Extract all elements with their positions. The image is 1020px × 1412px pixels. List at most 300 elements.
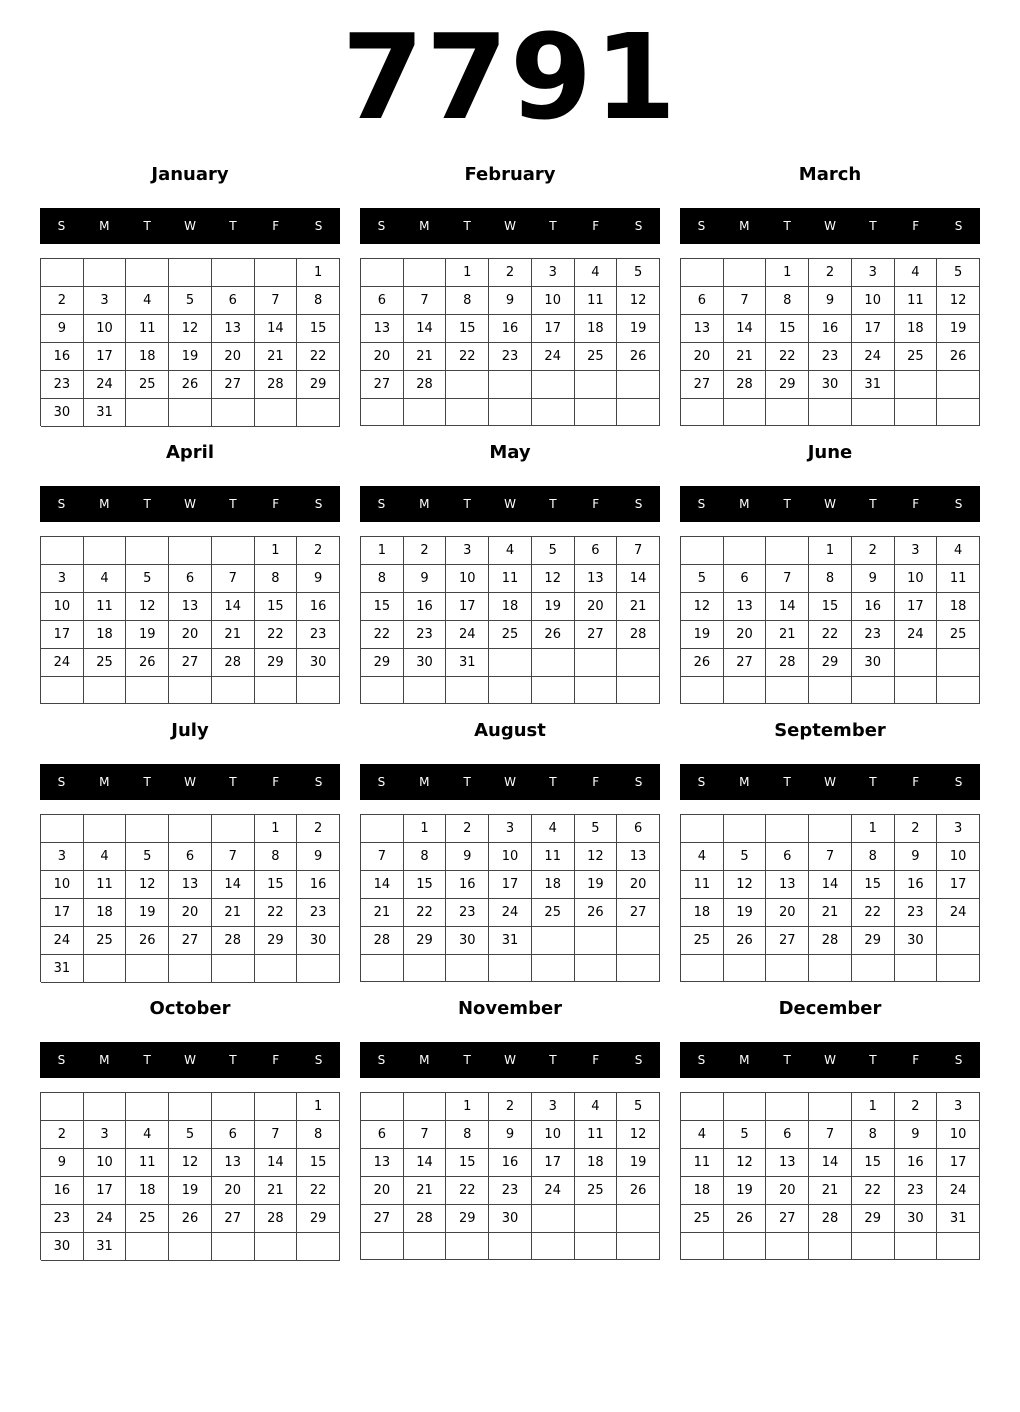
day-cell: 15	[852, 871, 895, 899]
day-cell	[212, 1233, 255, 1261]
day-cell	[361, 815, 404, 843]
day-cell: 22	[852, 899, 895, 927]
day-cell: 2	[895, 815, 938, 843]
day-cell: 2	[489, 1093, 532, 1121]
day-cell	[212, 815, 255, 843]
day-cell: 3	[489, 815, 532, 843]
day-cell: 2	[852, 537, 895, 565]
day-cell: 7	[404, 287, 447, 315]
weekday-label: T	[549, 219, 557, 233]
day-cell: 27	[575, 621, 618, 649]
day-cell	[126, 677, 169, 704]
day-cell	[84, 1093, 127, 1121]
weekday-label: F	[912, 775, 920, 789]
day-grid	[360, 536, 660, 704]
weekday-label: M	[99, 775, 110, 789]
day-cell: 3	[895, 537, 938, 565]
day-cell: 8	[255, 843, 298, 871]
day-cell: 20	[681, 343, 724, 371]
day-cell: 30	[852, 649, 895, 677]
day-cell: 20	[212, 1177, 255, 1205]
weekday-header	[360, 208, 660, 244]
month-name: November	[457, 998, 563, 1019]
day-cell	[617, 399, 660, 426]
day-cell: 27	[212, 371, 255, 399]
day-cell: 22	[255, 621, 298, 649]
day-cell: 10	[41, 871, 84, 899]
month-name: December	[778, 998, 882, 1019]
day-cell: 19	[724, 1177, 767, 1205]
day-cell	[532, 1233, 575, 1260]
day-cell	[41, 677, 84, 704]
day-cell	[724, 1233, 767, 1260]
day-cell: 9	[297, 565, 340, 593]
weekday-label: S	[697, 219, 706, 233]
day-cell	[617, 1205, 660, 1233]
day-cell: 14	[255, 315, 298, 343]
day-cell: 17	[532, 1149, 575, 1177]
day-cell: 23	[41, 371, 84, 399]
day-cell: 30	[404, 649, 447, 677]
day-cell: 3	[41, 565, 84, 593]
day-cell: 4	[681, 843, 724, 871]
weekday-label: S	[954, 497, 963, 511]
weekday-label: F	[912, 1053, 920, 1067]
weekday-label: S	[314, 775, 323, 789]
weekday-label: W	[184, 497, 196, 511]
weekday-label: S	[377, 219, 386, 233]
day-cell: 4	[84, 565, 127, 593]
day-cell	[212, 1093, 255, 1121]
weekday-label: T	[869, 1053, 877, 1067]
weekday-label: F	[272, 497, 280, 511]
day-cell	[126, 815, 169, 843]
day-cell: 23	[297, 621, 340, 649]
weekday-label: T	[229, 775, 237, 789]
day-cell: 4	[575, 1093, 618, 1121]
day-cell	[895, 1233, 938, 1260]
day-cell	[895, 677, 938, 704]
day-cell: 7	[404, 1121, 447, 1149]
day-cell: 5	[724, 843, 767, 871]
day-cell: 13	[169, 593, 212, 621]
weekday-label: W	[184, 1053, 196, 1067]
day-cell: 9	[809, 287, 852, 315]
day-cell	[489, 371, 532, 399]
day-cell: 4	[532, 815, 575, 843]
day-cell: 29	[297, 1205, 340, 1233]
day-cell	[446, 1233, 489, 1260]
day-cell: 21	[212, 899, 255, 927]
day-cell: 13	[724, 593, 767, 621]
weekday-label: S	[634, 497, 643, 511]
weekday-label: S	[57, 1053, 66, 1067]
weekday-label: W	[504, 775, 516, 789]
day-cell: 19	[126, 899, 169, 927]
day-cell	[809, 677, 852, 704]
day-cell: 10	[532, 1121, 575, 1149]
day-cell: 11	[532, 843, 575, 871]
day-cell: 20	[169, 899, 212, 927]
day-cell: 31	[41, 955, 84, 983]
day-cell: 18	[532, 871, 575, 899]
day-cell: 28	[404, 1205, 447, 1233]
day-cell: 29	[404, 927, 447, 955]
weekday-label: S	[954, 1053, 963, 1067]
day-cell: 20	[766, 899, 809, 927]
day-cell	[681, 677, 724, 704]
month-name: February	[464, 164, 556, 185]
day-cell	[766, 815, 809, 843]
day-cell: 7	[809, 1121, 852, 1149]
day-cell	[617, 927, 660, 955]
day-cell	[532, 371, 575, 399]
day-cell: 13	[361, 1149, 404, 1177]
day-cell: 22	[766, 343, 809, 371]
day-cell: 16	[297, 593, 340, 621]
day-cell: 31	[852, 371, 895, 399]
day-cell: 17	[852, 315, 895, 343]
day-cell: 11	[895, 287, 938, 315]
day-cell: 12	[575, 843, 618, 871]
day-cell: 30	[297, 649, 340, 677]
day-cell: 16	[41, 1177, 84, 1205]
day-cell: 5	[724, 1121, 767, 1149]
day-cell: 11	[126, 315, 169, 343]
day-cell	[681, 1093, 724, 1121]
day-cell	[937, 677, 980, 704]
day-cell: 8	[852, 1121, 895, 1149]
day-cell: 3	[446, 537, 489, 565]
weekday-label: T	[869, 219, 877, 233]
day-cell: 9	[489, 287, 532, 315]
weekday-header	[680, 764, 980, 800]
weekday-label: W	[504, 1053, 516, 1067]
weekday-label: M	[99, 219, 110, 233]
day-cell: 24	[937, 899, 980, 927]
day-cell: 29	[361, 649, 404, 677]
day-cell	[84, 815, 127, 843]
day-cell	[169, 815, 212, 843]
day-cell	[617, 649, 660, 677]
day-cell: 1	[446, 259, 489, 287]
day-cell: 3	[937, 815, 980, 843]
day-cell: 29	[446, 1205, 489, 1233]
day-cell: 25	[126, 1205, 169, 1233]
weekday-label: M	[739, 1053, 750, 1067]
weekday-label: M	[99, 497, 110, 511]
day-cell: 3	[937, 1093, 980, 1121]
day-grid	[680, 814, 980, 982]
day-cell: 5	[617, 259, 660, 287]
year-title: 7791	[341, 8, 679, 146]
day-cell: 11	[681, 1149, 724, 1177]
day-cell	[212, 677, 255, 704]
weekday-label: M	[739, 219, 750, 233]
day-cell	[766, 399, 809, 426]
day-cell	[681, 537, 724, 565]
day-cell: 25	[126, 371, 169, 399]
day-cell	[84, 677, 127, 704]
day-cell: 8	[297, 287, 340, 315]
day-cell	[404, 1233, 447, 1260]
weekday-label: F	[592, 1053, 600, 1067]
day-cell: 10	[41, 593, 84, 621]
day-cell	[895, 649, 938, 677]
day-cell	[852, 399, 895, 426]
weekday-label: T	[783, 497, 791, 511]
day-cell: 14	[212, 593, 255, 621]
day-cell: 24	[41, 927, 84, 955]
day-cell: 10	[489, 843, 532, 871]
day-cell: 28	[617, 621, 660, 649]
weekday-label: S	[377, 775, 386, 789]
day-cell: 21	[617, 593, 660, 621]
weekday-label: S	[697, 1053, 706, 1067]
day-cell: 23	[895, 899, 938, 927]
day-cell	[255, 1093, 298, 1121]
day-cell: 26	[532, 621, 575, 649]
day-cell: 19	[575, 871, 618, 899]
weekday-label: T	[229, 1053, 237, 1067]
weekday-label: S	[57, 219, 66, 233]
day-cell: 23	[852, 621, 895, 649]
day-cell: 9	[446, 843, 489, 871]
day-cell: 30	[489, 1205, 532, 1233]
day-cell: 12	[169, 1149, 212, 1177]
day-cell	[617, 955, 660, 982]
day-cell: 9	[41, 315, 84, 343]
day-cell: 10	[84, 1149, 127, 1177]
day-cell	[724, 677, 767, 704]
day-cell	[766, 955, 809, 982]
day-cell: 18	[84, 899, 127, 927]
day-cell: 22	[852, 1177, 895, 1205]
day-cell: 13	[617, 843, 660, 871]
day-cell: 18	[126, 1177, 169, 1205]
day-cell	[681, 1233, 724, 1260]
weekday-label: T	[869, 775, 877, 789]
day-cell	[126, 537, 169, 565]
day-cell: 25	[681, 927, 724, 955]
day-cell: 12	[617, 287, 660, 315]
day-cell	[575, 399, 618, 426]
day-cell: 1	[297, 259, 340, 287]
day-cell: 11	[489, 565, 532, 593]
day-cell: 11	[84, 871, 127, 899]
weekday-label: T	[143, 219, 151, 233]
weekday-label: T	[229, 219, 237, 233]
day-cell	[126, 1233, 169, 1261]
day-cell: 6	[617, 815, 660, 843]
day-cell: 13	[766, 1149, 809, 1177]
day-cell	[809, 815, 852, 843]
day-cell: 28	[724, 371, 767, 399]
day-cell: 12	[724, 871, 767, 899]
day-cell: 1	[852, 815, 895, 843]
day-cell	[212, 399, 255, 427]
day-cell: 25	[937, 621, 980, 649]
day-cell: 21	[809, 899, 852, 927]
day-cell: 24	[84, 371, 127, 399]
day-cell: 19	[126, 621, 169, 649]
day-cell	[575, 927, 618, 955]
weekday-label: S	[634, 1053, 643, 1067]
day-cell: 18	[84, 621, 127, 649]
day-cell: 1	[852, 1093, 895, 1121]
day-cell	[126, 259, 169, 287]
month-name: June	[807, 442, 853, 463]
day-cell	[41, 537, 84, 565]
day-cell	[724, 537, 767, 565]
day-cell: 28	[255, 1205, 298, 1233]
day-cell	[404, 677, 447, 704]
day-cell: 7	[724, 287, 767, 315]
day-cell: 6	[766, 1121, 809, 1149]
weekday-label: S	[377, 1053, 386, 1067]
day-cell: 12	[681, 593, 724, 621]
day-cell: 1	[809, 537, 852, 565]
day-cell	[937, 1233, 980, 1260]
day-cell: 16	[41, 343, 84, 371]
day-cell: 27	[361, 371, 404, 399]
day-cell: 12	[169, 315, 212, 343]
day-cell: 17	[41, 899, 84, 927]
day-cell: 10	[84, 315, 127, 343]
day-cell: 4	[489, 537, 532, 565]
weekday-label: T	[463, 497, 471, 511]
day-cell: 2	[297, 815, 340, 843]
day-cell: 7	[361, 843, 404, 871]
day-cell	[126, 955, 169, 983]
day-cell: 17	[937, 871, 980, 899]
day-cell: 22	[255, 899, 298, 927]
day-cell: 17	[895, 593, 938, 621]
day-cell	[404, 399, 447, 426]
day-cell: 14	[809, 871, 852, 899]
day-cell: 26	[724, 1205, 767, 1233]
weekday-label: F	[912, 497, 920, 511]
day-cell: 8	[446, 1121, 489, 1149]
day-cell: 23	[41, 1205, 84, 1233]
day-cell: 13	[681, 315, 724, 343]
day-cell: 11	[126, 1149, 169, 1177]
day-cell: 2	[41, 287, 84, 315]
day-cell: 3	[41, 843, 84, 871]
day-cell: 19	[617, 1149, 660, 1177]
day-cell	[84, 537, 127, 565]
day-cell	[852, 1233, 895, 1260]
day-cell: 18	[681, 899, 724, 927]
day-cell	[724, 1093, 767, 1121]
day-cell: 1	[404, 815, 447, 843]
day-cell: 24	[532, 343, 575, 371]
day-cell: 7	[212, 843, 255, 871]
weekday-header	[40, 486, 340, 522]
weekday-label: T	[783, 1053, 791, 1067]
weekday-label: W	[824, 775, 836, 789]
day-cell	[297, 677, 340, 704]
day-cell: 11	[681, 871, 724, 899]
day-grid	[40, 1092, 340, 1260]
weekday-label: M	[419, 219, 430, 233]
day-cell	[404, 1093, 447, 1121]
day-cell	[297, 1233, 340, 1261]
day-cell: 14	[617, 565, 660, 593]
day-cell: 30	[297, 927, 340, 955]
weekday-label: F	[912, 219, 920, 233]
day-cell: 5	[575, 815, 618, 843]
weekday-label: M	[419, 1053, 430, 1067]
day-cell: 29	[852, 927, 895, 955]
weekday-header	[40, 1042, 340, 1078]
weekday-label: M	[419, 775, 430, 789]
day-cell: 19	[724, 899, 767, 927]
day-cell	[169, 537, 212, 565]
day-cell: 23	[809, 343, 852, 371]
day-cell: 25	[575, 1177, 618, 1205]
weekday-label: W	[184, 219, 196, 233]
day-cell: 28	[809, 927, 852, 955]
day-cell: 5	[937, 259, 980, 287]
day-cell	[84, 259, 127, 287]
day-cell: 6	[169, 843, 212, 871]
day-cell	[724, 955, 767, 982]
day-cell: 5	[532, 537, 575, 565]
day-cell: 28	[212, 927, 255, 955]
day-cell	[809, 1233, 852, 1260]
day-cell	[169, 1093, 212, 1121]
day-cell: 20	[724, 621, 767, 649]
day-cell: 4	[126, 287, 169, 315]
day-cell: 23	[446, 899, 489, 927]
day-cell: 3	[532, 1093, 575, 1121]
day-cell: 11	[575, 287, 618, 315]
day-cell: 19	[532, 593, 575, 621]
day-cell: 3	[84, 1121, 127, 1149]
day-cell: 20	[575, 593, 618, 621]
day-cell: 1	[361, 537, 404, 565]
day-cell: 26	[126, 927, 169, 955]
day-cell: 5	[617, 1093, 660, 1121]
weekday-label: S	[634, 219, 643, 233]
weekday-label: T	[143, 1053, 151, 1067]
day-cell: 17	[84, 1177, 127, 1205]
day-cell: 21	[404, 343, 447, 371]
day-cell	[937, 371, 980, 399]
day-cell: 7	[212, 565, 255, 593]
day-cell	[852, 677, 895, 704]
day-cell: 26	[617, 1177, 660, 1205]
weekday-label: W	[824, 1053, 836, 1067]
day-cell: 21	[724, 343, 767, 371]
day-cell	[169, 259, 212, 287]
day-cell	[937, 649, 980, 677]
day-grid	[360, 1092, 660, 1260]
day-cell	[532, 1205, 575, 1233]
day-cell: 8	[809, 565, 852, 593]
day-cell: 20	[766, 1177, 809, 1205]
day-cell: 15	[297, 315, 340, 343]
day-cell: 12	[617, 1121, 660, 1149]
day-cell	[361, 1093, 404, 1121]
weekday-label: T	[143, 497, 151, 511]
day-cell: 21	[361, 899, 404, 927]
day-cell	[212, 259, 255, 287]
day-cell	[766, 677, 809, 704]
day-grid	[680, 536, 980, 704]
day-cell: 15	[361, 593, 404, 621]
